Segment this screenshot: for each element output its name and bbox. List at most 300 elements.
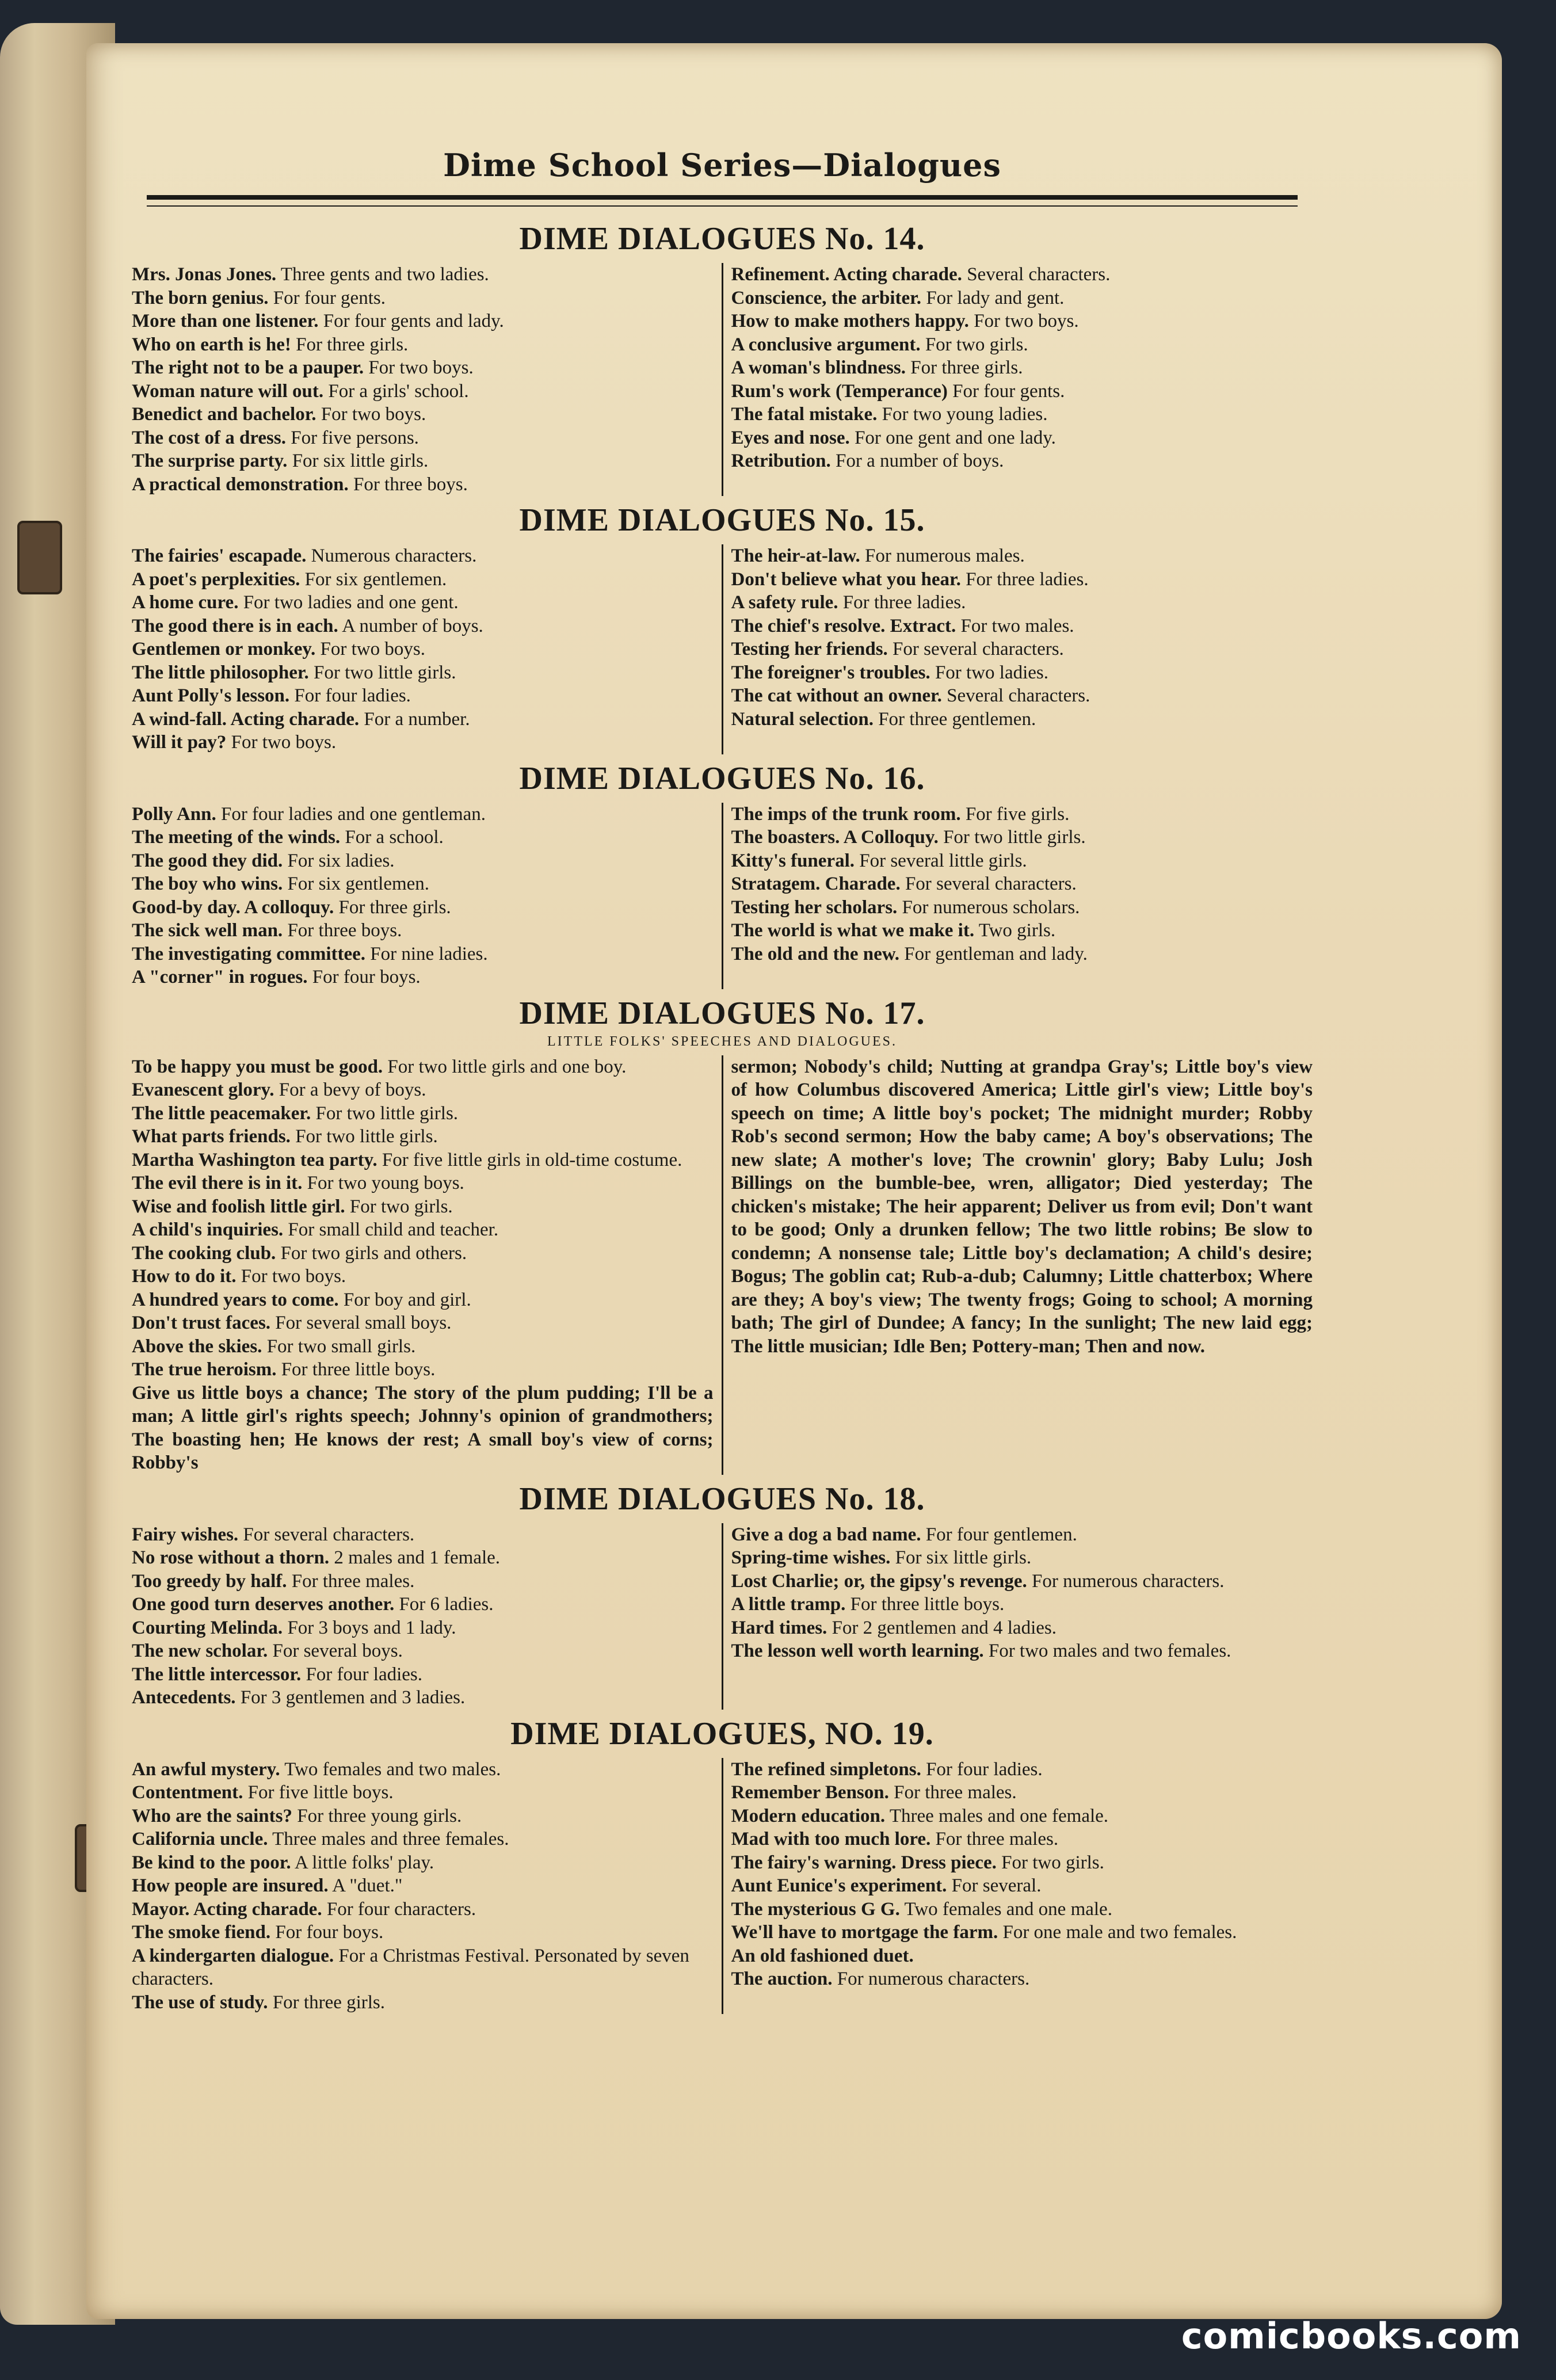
section-columns [124, 1758, 1321, 2015]
dialogue-entry [132, 1944, 714, 1991]
dialogue-title: Retribution. [731, 451, 831, 471]
dialogue-entry [132, 661, 714, 685]
dialogue-cast: For two young ladies. [877, 404, 1048, 425]
dialogue-title: The lesson well worth learning. [731, 1641, 984, 1661]
dialogue-title: Will it pay? [132, 732, 227, 753]
dialogue-cast: For three little boys. [276, 1359, 436, 1380]
dialogue-title: A woman's blindness. [731, 357, 906, 378]
dialogue-title: One good turn deserves another. [132, 1594, 395, 1615]
dialogue-title: A poet's perplexities. [132, 569, 300, 590]
dialogue-entry [132, 1523, 714, 1547]
dialogue-entry [731, 403, 1313, 426]
dialogue-entry [132, 544, 714, 568]
dialogue-title: The meeting of the winds. [132, 827, 341, 848]
dialogue-cast: For numerous males. [860, 546, 1025, 566]
dialogue-cast: For three gentlemen. [873, 708, 1036, 730]
dialogue-cast: For three young girls. [292, 1805, 462, 1826]
dialogue-cast: For a bevy of boys. [274, 1080, 426, 1100]
dialogue-entry [731, 263, 1313, 287]
dialogue-title: Antecedents. [132, 1687, 236, 1708]
dialogue-title: The true heroism. [132, 1359, 277, 1380]
dialogue-title: A wind-fall. Acting charade. [132, 708, 360, 730]
dialogue-cast: For several characters. [900, 874, 1077, 894]
dialogue-entry [731, 1851, 1313, 1875]
left-column [124, 544, 722, 754]
dialogue-cast: For three boys. [348, 474, 468, 495]
dialogue-cast: For several small boys. [270, 1313, 452, 1333]
dialogue-cast: For four ladies. [301, 1664, 422, 1685]
dialogue-title: The new scholar. [132, 1641, 268, 1661]
dialogue-entry [731, 896, 1313, 920]
dialogue-title: The smoke fiend. [132, 1922, 271, 1943]
dialogue-cast: For several characters. [887, 639, 1064, 659]
section-subtitle: LITTLE FOLKS' SPEECHES AND DIALOGUES. [547, 1033, 897, 1049]
dialogue-cast: For three girls. [906, 357, 1023, 378]
dialogue-section [124, 760, 1321, 989]
dialogue-entry [132, 449, 714, 473]
right-column [722, 803, 1321, 989]
dialogue-cast: For five girls. [960, 803, 1070, 825]
section-columns [124, 803, 1321, 989]
dialogue-entry [731, 943, 1313, 966]
left-column [124, 1055, 722, 1475]
dialogue-title: Spring-time wishes. [731, 1547, 891, 1568]
dialogue-cast: For a school. [340, 827, 444, 848]
dialogue-title: Be kind to the poor. [132, 1852, 291, 1873]
dialogue-cast: For six gentlemen. [300, 569, 447, 590]
section-title: DIME DIALOGUES No. 14. [519, 221, 925, 257]
dialogue-entry [731, 1967, 1313, 1991]
dialogue-title: The mysterious G G. [731, 1898, 900, 1920]
dialogue-entry [132, 1265, 714, 1288]
dialogue-entry [132, 1874, 714, 1898]
dialogue-entry [132, 263, 714, 287]
dialogue-title: The fairies' escapade. [132, 546, 307, 566]
dialogue-title: Woman nature will out. [132, 380, 324, 402]
dialogue-entry [731, 849, 1313, 873]
dialogue-title: A conclusive argument. [731, 334, 921, 355]
speech-list: sermon; Nobody's child; Nutting at grandpa Gray's; Little boy's view of how Columbus discovered America; Little girl's view; Little boy's speech on time; A little boy's pocket; The midnight murder; Robby Rob's second sermon; How the baby came; A boy's observations; The new slate; A mother's love; The crownin' glory; Baby Lulu; Josh Billings on the bumble-bee, wren, alligator; Died yesterday; The chicken's mistake; The heir apparent; Deliver us from evil; Don't want to be good; Only a drunken fellow; The two little robins; Be slow to condemn; A nonsense tale; Little boy's declamation; A child's desire; Bogus; The goblin cat; Rub-a-dub; Calumny; Little chatterbox; Where are they; A boy's view; The twenty frogs; Going to school; A morning bath; The girl of Dundee; A fancy; In the sunlight; The new laid egg; The little musician; Idle Ben; Pottery-man; Then and now. [731, 1056, 1313, 1357]
dialogue-entry [132, 473, 714, 497]
dialogue-title: Too greedy by half. [132, 1570, 287, 1592]
dialogue-cast: For two little girls. [311, 1103, 459, 1124]
dialogue-entry [132, 1663, 714, 1687]
dialogue-title: The cooking club. [132, 1242, 276, 1264]
dialogue-cast: For three males. [930, 1829, 1059, 1849]
dialogue-entry [731, 708, 1313, 731]
dialogue-cast: For three boys. [283, 920, 402, 941]
dialogue-title: Conscience, the arbiter. [731, 287, 922, 308]
dialogue-title: Mrs. Jonas Jones. [132, 264, 277, 285]
dialogue-title: Who on earth is he! [132, 334, 291, 355]
dialogue-cast: For two little girls and one boy. [383, 1056, 627, 1077]
dialogue-entry [132, 568, 714, 592]
dialogue-title: Good-by day. A colloquy. [132, 897, 334, 918]
dialogue-title: The surprise party. [132, 451, 288, 471]
dialogue-cast: For three males. [287, 1570, 415, 1592]
dialogue-entry [132, 333, 714, 357]
dialogue-cast: For two males and two females. [983, 1641, 1231, 1661]
dialogue-title: How to do it. [132, 1266, 237, 1287]
dialogue-title: How people are insured. [132, 1875, 329, 1896]
dialogue-entry [731, 872, 1313, 896]
dialogue-cast: For numerous scholars. [897, 897, 1080, 918]
dialogue-cast: For three little boys. [845, 1594, 1005, 1615]
dialogue-title: The born genius. [132, 287, 269, 308]
dialogue-cast: For nine ladies. [365, 943, 488, 964]
dialogue-cast: For two boys. [968, 311, 1079, 331]
dialogue-entry [731, 310, 1313, 333]
dialogue-cast: For two males. [956, 615, 1074, 636]
dialogue-entry [731, 426, 1313, 450]
dialogue-title: What parts friends. [132, 1126, 291, 1147]
dialogue-cast: A number of boys. [338, 615, 483, 636]
left-column [124, 1758, 722, 2015]
dialogue-cast: For four gents. [947, 380, 1065, 402]
right-column [722, 1523, 1321, 1710]
dialogue-title: Benedict and bachelor. [132, 404, 316, 425]
dialogue-entry [731, 1639, 1313, 1663]
dialogue-cast: For gentleman and lady. [899, 943, 1088, 964]
dialogue-section [124, 1481, 1321, 1710]
dialogue-cast: For lady and gent. [921, 287, 1065, 308]
dialogue-title: Testing her scholars. [731, 897, 898, 918]
dialogue-title: Mad with too much lore. [731, 1829, 931, 1849]
dialogue-title: The cat without an owner. [731, 685, 942, 706]
section-columns [124, 1523, 1321, 1710]
dialogue-title: The fairy's warning. Dress piece. [731, 1852, 997, 1873]
dialogue-title: The evil there is in it. [132, 1173, 303, 1193]
dialogue-title: Courting Melinda. [132, 1617, 283, 1638]
dialogue-cast: For two girls. [345, 1196, 453, 1217]
dialogue-title: The auction. [731, 1969, 833, 1989]
right-column [722, 263, 1321, 496]
dialogue-title: The investigating committee. [132, 943, 366, 964]
dialogue-cast: For several boys. [268, 1641, 403, 1661]
dialogue-title: The world is what we make it. [731, 920, 975, 941]
dialogue-entry [132, 1149, 714, 1172]
dialogue-cast: Several characters. [962, 264, 1111, 285]
dialogue-cast: For 3 boys and 1 lady. [283, 1617, 456, 1638]
dialogue-entry [132, 708, 714, 731]
dialogue-entry [731, 1523, 1313, 1547]
dialogue-entry [731, 1616, 1313, 1640]
dialogue-entry [132, 1991, 714, 2015]
dialogue-cast: For a number. [359, 708, 470, 730]
dialogue-entry [132, 1781, 714, 1805]
dialogue-title: The boasters. A Colloquy. [731, 827, 939, 848]
dialogue-cast: For 6 ladies. [394, 1594, 494, 1615]
dialogue-entry [132, 310, 714, 333]
dialogue-entry [132, 919, 714, 943]
dialogue-title: Fairy wishes. [132, 1524, 239, 1545]
dialogue-title: The cost of a dress. [132, 427, 286, 448]
dialogue-entry [132, 1686, 714, 1710]
dialogue-title: The good they did. [132, 850, 283, 871]
dialogue-title: Who are the saints? [132, 1805, 292, 1826]
dialogue-entry [132, 803, 714, 826]
dialogue-entry [132, 684, 714, 708]
dialogue-cast: For two young boys. [302, 1173, 464, 1193]
dialogue-cast: For four gentlemen. [921, 1524, 1077, 1545]
dialogue-entry [132, 1218, 714, 1242]
dialogue-title: Lost Charlie; or, the gipsy's revenge. [731, 1570, 1027, 1592]
dialogue-cast: Two females and two males. [280, 1759, 501, 1780]
section-title: DIME DIALOGUES, NO. 19. [510, 1715, 934, 1752]
dialogue-cast: For one male and two females. [998, 1922, 1237, 1943]
dialogue-title: A home cure. [132, 592, 239, 613]
dialogue-title: Mayor. Acting charade. [132, 1898, 322, 1920]
dialogue-entry [132, 1242, 714, 1265]
dialogue-cast: For four ladies and one gentleman. [216, 803, 486, 825]
dialogue-title: The use of study. [132, 1992, 268, 2013]
left-column [124, 1523, 722, 1710]
left-column [124, 263, 722, 496]
dialogue-title: Hard times. [731, 1617, 827, 1638]
left-column [124, 803, 722, 989]
dialogue-cast: For two boys. [315, 639, 425, 659]
dialogue-entry [132, 591, 714, 615]
dialogue-cast: For two little girls. [938, 827, 1086, 848]
dialogue-entry [132, 1921, 714, 1944]
dialogue-title: Don't believe what you hear. [731, 569, 961, 590]
dialogue-title: Rum's work (Temperance) [731, 380, 948, 402]
dialogue-entry [132, 1311, 714, 1335]
dialogue-entry [132, 403, 714, 426]
dialogue-cast: For two ladies and one gent. [238, 592, 459, 613]
dialogue-entry [731, 919, 1313, 943]
section-title: DIME DIALOGUES No. 17. [519, 995, 925, 1031]
dialogue-entry [731, 544, 1313, 568]
dialogue-cast: For two boys. [236, 1266, 346, 1287]
dialogue-title: To be happy you must be good. [132, 1056, 383, 1077]
dialogue-entry [731, 826, 1313, 849]
dialogue-entry [132, 731, 714, 754]
dialogue-cast: For three ladies. [960, 569, 1089, 590]
dialogue-cast: Numerous characters. [306, 546, 477, 566]
dialogue-entry [731, 1898, 1313, 1921]
dialogue-title: The sick well man. [132, 920, 283, 941]
dialogue-entry [731, 1546, 1313, 1570]
dialogue-title: A safety rule. [731, 592, 838, 613]
dialogue-entry [132, 1593, 714, 1616]
section-columns [124, 263, 1321, 496]
dialogue-cast: For five persons. [285, 427, 419, 448]
dialogue-cast: For four ladies. [921, 1759, 1043, 1780]
section-title: DIME DIALOGUES No. 18. [519, 1481, 925, 1517]
dialogue-entry [132, 638, 714, 661]
dialogue-title: We'll have to mortgage the farm. [731, 1922, 998, 1943]
dialogue-entry [132, 1172, 714, 1195]
dialogue-entry [132, 1805, 714, 1828]
dialogue-cast: A little folks' play. [291, 1852, 434, 1873]
dialogue-title: The refined simpletons. [731, 1759, 921, 1780]
right-column [722, 1055, 1321, 1475]
dialogue-title: Modern education. [731, 1805, 886, 1826]
dialogue-cast: For six ladies. [283, 850, 395, 871]
dialogue-entry [132, 943, 714, 966]
dialogue-cast: For four boys. [270, 1922, 384, 1943]
dialogue-entry [132, 1195, 714, 1219]
dialogue-entry [132, 615, 714, 638]
dialogue-cast: For a number of boys. [830, 451, 1004, 471]
dialogue-title: Testing her friends. [731, 639, 888, 659]
dialogue-cast: For numerous characters. [832, 1969, 1030, 1989]
page-content [124, 147, 1321, 2020]
dialogue-entry [132, 1288, 714, 1312]
dialogue-cast: For six gentlemen. [283, 874, 430, 894]
dialogue-entry [132, 896, 714, 920]
dialogue-cast: For one gent and one lady. [849, 427, 1056, 448]
dialogue-cast: For two girls. [920, 334, 1028, 355]
dialogue-title: Polly Ann. [132, 803, 216, 825]
dialogue-cast: For boy and girl. [338, 1289, 471, 1310]
dialogue-title: Martha Washington tea party. [132, 1149, 377, 1170]
dialogue-title: The imps of the trunk room. [731, 803, 961, 825]
dialogue-entry [132, 1828, 714, 1851]
dialogue-title: The chief's resolve. Extract. [731, 615, 956, 636]
dialogue-entry [731, 1758, 1313, 1782]
dialogue-section [124, 220, 1321, 496]
dialogue-entry [731, 333, 1313, 357]
dialogue-cast: For three girls. [291, 334, 409, 355]
dialogue-entry [731, 661, 1313, 685]
dialogue-cast: For three males. [888, 1782, 1017, 1803]
dialogue-entry [731, 1781, 1313, 1805]
dialogue-entry [731, 356, 1313, 380]
dialogue-title: The little philosopher. [132, 662, 309, 683]
dialogue-entry [132, 1078, 714, 1102]
dialogue-entry [731, 615, 1313, 638]
dialogue-entry [731, 380, 1313, 403]
dialogue-entry [132, 1546, 714, 1570]
dialogue-entry [132, 849, 714, 873]
dialogue-title: Natural selection. [731, 708, 874, 730]
dialogue-entry [132, 1335, 714, 1359]
dialogue-title: The foreigner's troubles. [731, 662, 930, 683]
dialogue-title: The fatal mistake. [731, 404, 878, 425]
binding-staple [17, 521, 62, 594]
dialogue-entry [731, 1944, 1313, 1968]
dialogue-title: Refinement. Acting charade. [731, 264, 962, 285]
dialogue-title: More than one listener. [132, 311, 319, 331]
header-rule [147, 195, 1298, 207]
dialogue-entry [132, 287, 714, 310]
dialogue-cast: For three girls. [334, 897, 451, 918]
dialogue-title: A child's inquiries. [132, 1219, 284, 1240]
dialogue-title: Evanescent glory. [132, 1080, 274, 1100]
dialogue-cast: For three girls. [268, 1992, 386, 2013]
dialogue-title: Don't trust faces. [132, 1313, 271, 1333]
dialogue-cast: A "duet." [328, 1875, 403, 1896]
dialogue-title: No rose without a thorn. [132, 1547, 330, 1568]
sections [124, 220, 1321, 2014]
dialogue-cast: For five little girls in old-time costume. [377, 1149, 682, 1170]
dialogue-cast: For six little girls. [890, 1547, 1032, 1568]
dialogue-title: Remember Benson. [731, 1782, 889, 1803]
watermark: comicbooks.com [1181, 2315, 1521, 2357]
dialogue-section [124, 502, 1321, 754]
dialogue-title: The boy who wins. [132, 874, 283, 894]
dialogue-entry [132, 1055, 714, 1079]
dialogue-entry [132, 1616, 714, 1640]
dialogue-title: The good there is in each. [132, 615, 338, 636]
dialogue-cast: For two boys. [364, 357, 474, 378]
dialogue-title: The little peacemaker. [132, 1103, 311, 1124]
dialogue-cast: Several characters. [941, 685, 1090, 706]
dialogue-cast: For two girls and others. [276, 1242, 467, 1264]
dialogue-title: An old fashioned duet. [731, 1945, 914, 1966]
dialogue-cast: For small child and teacher. [283, 1219, 499, 1240]
dialogue-cast: For two small girls. [262, 1336, 416, 1357]
dialogue-title: A "corner" in rogues. [132, 967, 308, 987]
dialogue-entry [731, 1593, 1313, 1616]
dialogue-title: The old and the new. [731, 943, 899, 964]
dialogue-entry [731, 1874, 1313, 1898]
dialogue-cast: For six little girls. [287, 451, 429, 471]
dialogue-cast: Three males and one female. [885, 1805, 1109, 1826]
dialogue-entry [132, 1898, 714, 1921]
dialogue-cast: For 3 gentlemen and 3 ladies. [235, 1687, 466, 1708]
dialogue-entry [132, 1125, 714, 1149]
dialogue-entry [132, 1570, 714, 1593]
dialogue-title: Aunt Eunice's experiment. [731, 1875, 947, 1896]
dialogue-entry [731, 287, 1313, 310]
dialogue-entry [132, 356, 714, 380]
dialogue-title: An awful mystery. [132, 1759, 280, 1780]
right-column [722, 1758, 1321, 2015]
dialogue-title: A practical demonstration. [132, 474, 349, 495]
dialogue-title: A hundred years to come. [132, 1289, 339, 1310]
dialogue-entry [132, 1102, 714, 1126]
section-title: DIME DIALOGUES No. 16. [519, 760, 925, 796]
dialogue-cast: For five little boys. [243, 1782, 394, 1803]
dialogue-entry [731, 1570, 1313, 1593]
dialogue-cast: For four boys. [307, 967, 421, 987]
dialogue-entry [731, 684, 1313, 708]
dialogue-cast: For numerous characters. [1027, 1570, 1225, 1592]
dialogue-title: Give a dog a bad name. [731, 1524, 921, 1545]
dialogue-cast: For two girls. [996, 1852, 1104, 1873]
dialogue-entry [731, 449, 1313, 473]
dialogue-title: The little intercessor. [132, 1664, 302, 1685]
dialogue-entry [132, 380, 714, 403]
dialogue-title: Wise and foolish little girl. [132, 1196, 345, 1217]
dialogue-title: Above the skies. [132, 1336, 262, 1357]
dialogue-cast: For several characters. [238, 1524, 415, 1545]
dialogue-entry [731, 1805, 1313, 1828]
dialogue-entry [132, 1358, 714, 1382]
speech-list: Give us little boys a chance; The story of the plum pudding; I'll be a man; A little girl's rights speech; Johnny's opinion of grandmothers; The boasting hen; He knows der rest; A small boy's view of corns; Robby's [132, 1382, 714, 1473]
dialogue-cast: Three males and three females. [268, 1829, 509, 1849]
dialogue-entry [132, 1851, 714, 1875]
dialogue-title: Eyes and nose. [731, 427, 850, 448]
dialogue-cast: For four ladies. [289, 685, 411, 706]
dialogue-cast: Two females and one male. [899, 1898, 1112, 1920]
dialogue-title: Aunt Polly's lesson. [132, 685, 290, 706]
dialogue-cast: For four characters. [322, 1898, 476, 1920]
dialogue-title: Gentlemen or monkey. [132, 639, 316, 659]
dialogue-title: Kitty's funeral. [731, 850, 855, 871]
dialogue-section [124, 995, 1321, 1475]
dialogue-cast: 2 males and 1 female. [329, 1547, 501, 1568]
dialogue-cast: For several little girls. [854, 850, 1027, 871]
dialogue-cast: For two boys. [226, 732, 337, 753]
dialogue-title: A kindergarten dialogue. [132, 1945, 334, 1966]
dialogue-entry [731, 1828, 1313, 1851]
dialogue-title: Stratagem. Charade. [731, 874, 901, 894]
dialogue-cast: For two ladies. [930, 662, 1049, 683]
